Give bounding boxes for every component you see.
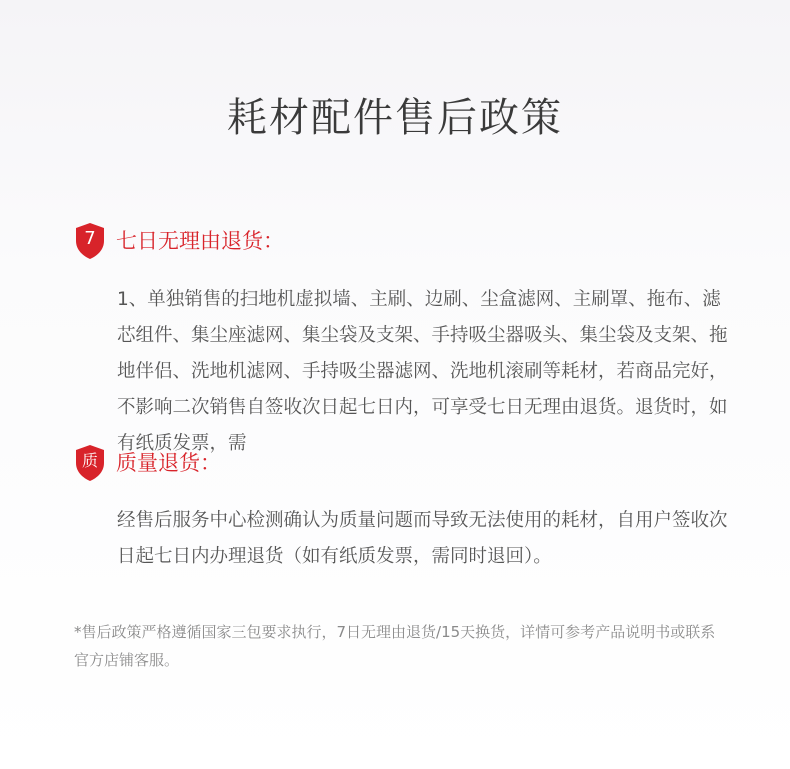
shield-badge-icon — [74, 444, 106, 482]
section-body: 1、单独销售的扫地机虚拟墙、主刷、边刷、尘盒滤网、主刷罩、拖布、滤芯组件、集尘座滤网、集尘袋及支架、手持吸尘器吸头、集尘袋及支架、拖地伴侣、洗地机滤网、手持吸尘器滤网、洗地机滚刷等耗材，若商品完好，不影响二次销售自签收次日起七日内，可享受七日无理由退货。退货时，如有纸质发票，需 — [117, 289, 728, 454]
section-heading: 七日无理由退货： — [116, 229, 284, 253]
policy-footnote: *售后政策严格遵循国家三包要求执行，7日无理由退货/15天换货，详情可参考产品说明书或联系官方店铺客服。 — [74, 623, 716, 669]
section-heading: 质量退货： — [116, 451, 221, 475]
page-title: 耗材配件售后政策 — [227, 95, 563, 141]
section-body: 经售后服务中心检测确认为质量问题而导致无法使用的耗材，自用户签收次日起七日内办理退货（如有纸质发票，需同时退回）。 — [117, 510, 728, 567]
shield-badge-icon — [74, 222, 106, 260]
badge-label: 7 — [84, 228, 96, 249]
badge-label: 质 — [81, 451, 98, 470]
